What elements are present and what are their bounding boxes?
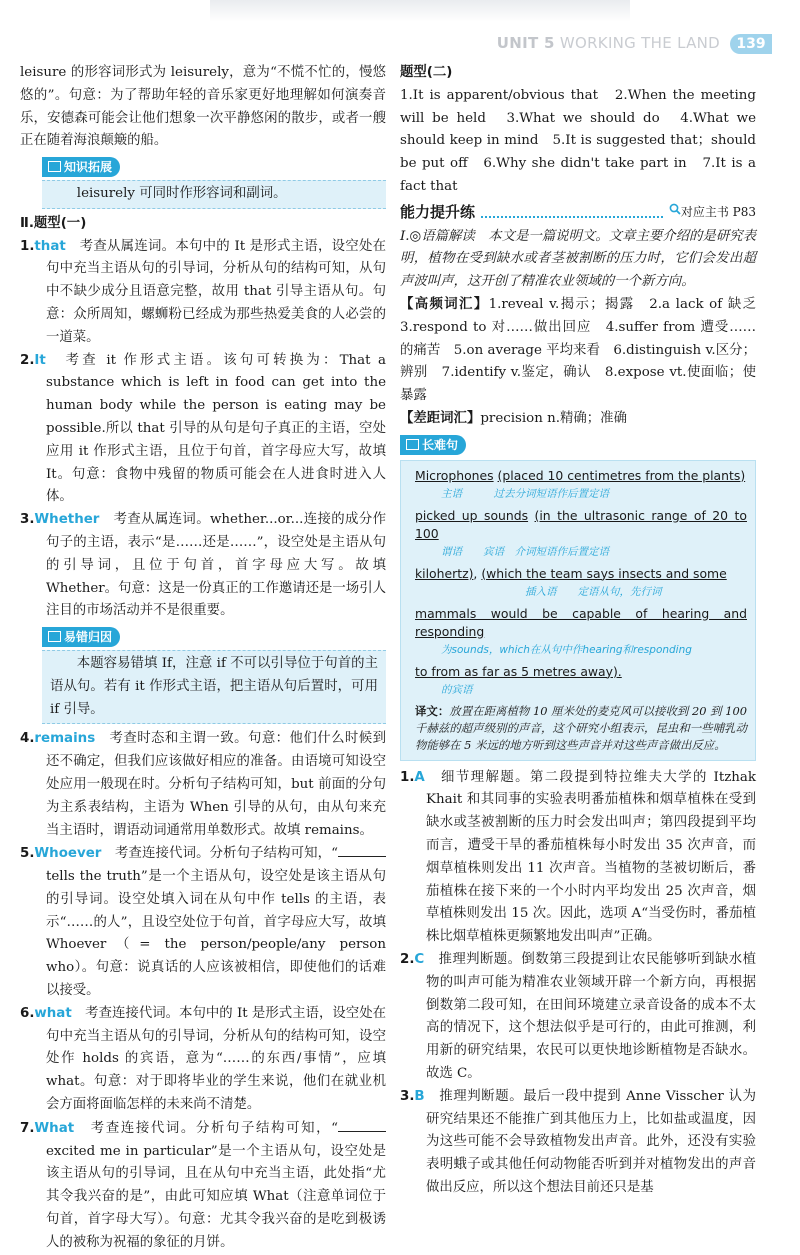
high-freq-vocab bbox=[400, 294, 770, 408]
sentence-part: Microphones bbox=[415, 467, 494, 483]
page-number: 139 bbox=[730, 34, 772, 54]
answer-item-4 bbox=[20, 728, 386, 842]
long-line-3: kilohertz), (which the team says insects and some bbox=[415, 565, 727, 581]
page-header bbox=[0, 0, 800, 62]
sentence-part: (placed 10 centimetres from the plants) bbox=[497, 467, 746, 483]
knowledge-tag-label: 知识拓展 bbox=[64, 160, 113, 175]
intro-paragraph: leisure 的形容词形式为 leisurely，意为“不慌不忙的，慢悠悠的”。句意：为了帮助年轻的音乐家更好地理解如何演奏音乐，安德森可能会让他们想象一次平静悠闲的散步，或者一艘正在随着海浪颠簸的船。 bbox=[20, 65, 386, 149]
book-icon bbox=[48, 631, 61, 642]
error-tag-label: 易错归因 bbox=[64, 630, 113, 645]
item-number: 6. bbox=[20, 1005, 35, 1021]
vocab-text: 1.reveal v.揭示；揭露 2.a lack of 缺乏 3.respond to 对……做出回应 4.suffer from 遭受……的痛苦 5.on average 平均来看 6.distinguish v.区分；辨别 7.identify v.鉴定，确认 8.expose vt.使面临；使暴露 bbox=[400, 296, 770, 404]
section2-answers: 1.It is apparent/obvious that 2.When the meeting will be held 3.What we should do 4.What we should keep in mind 5.It is suggested that；should be put off 6.Why she didn't take part in 7.It is a fact that bbox=[400, 87, 756, 194]
sentence-part: picked up sounds bbox=[415, 507, 529, 523]
grammar-note: 插入语 定语从句，先行词 bbox=[525, 585, 662, 598]
long-sentence-tag bbox=[400, 435, 466, 455]
item-number: 4. bbox=[20, 731, 35, 747]
power-title: 能力提升练 bbox=[400, 202, 476, 221]
long-sentence-box bbox=[400, 460, 756, 761]
translation-label: 译文： bbox=[415, 703, 450, 718]
error-box bbox=[42, 650, 386, 724]
item-number: 1. bbox=[20, 238, 35, 254]
item-explanation: 考查连接代词。分析句子结构可知，“ bbox=[101, 846, 338, 862]
item-answer: Whether bbox=[34, 512, 100, 528]
item-explanation: 推理判断题。最后一段中提到 Anne Visscher 认为研究结果还不能推广到其他压力上，比如盐或温度，因为这些可能不会导致植物发出声音。此外，还没有实验表明蛾子或其他任何动物能否听到并对植物发出的声音做出反应，所以这个想法目前还只是基 bbox=[424, 1088, 756, 1195]
answer-item-r2 bbox=[400, 949, 756, 1086]
search-icon bbox=[669, 201, 681, 224]
item-answer: What bbox=[34, 1120, 75, 1136]
answer-item-6 bbox=[20, 1003, 386, 1117]
long-sentence-tag-label: 长难句 bbox=[422, 437, 459, 452]
grammar-note: 为sounds，which在从句中作hearing和responding bbox=[441, 643, 692, 656]
knowledge-box-text: leisurely 可同时作形容词和副词。 bbox=[76, 185, 287, 201]
answer-item-2 bbox=[20, 350, 386, 510]
answer-item-1 bbox=[20, 236, 386, 350]
sentence-part: kilohertz) bbox=[415, 565, 474, 581]
item-explanation: 考查从属连词。本句中的 It 是形式主语，设空处在句中充当主语从句的引导词，分析从句的结构可知，从句中不缺少成分且语意完整，故用 that 引导主语从句。句意：众所周知，螺蛳粉已经成为那些热爱美食的人必尝的一道菜。 bbox=[46, 238, 386, 345]
long-line-1 bbox=[415, 467, 747, 485]
reading-intro: Ⅰ.◎语篇解读 本文是一篇说明文。文章主要介绍的是研究表明，植物在受到缺水或者茎被割断的压力时，它们会发出超声波叫声，这开创了精准农业领域的一个新方向。 bbox=[400, 228, 756, 290]
knowledge-tag bbox=[42, 157, 120, 177]
item-number: 2. bbox=[400, 951, 415, 967]
item-explanation-cont: excited me in particular”是一个主语从句，设空处是该主语从句的引导词，且在从句中充当主语，此处指“尤其令我兴奋的是”，由此可知应填 What（注意单词位于句首，首字母大写）。句意：尤其令我兴奋的是吃到极诱人的被称为祝福的象征的月饼。 bbox=[46, 1143, 386, 1250]
dotted-divider bbox=[481, 206, 663, 218]
answer-item-7 bbox=[20, 1117, 386, 1255]
long-line-4: mammals would be capable of hearing and responding bbox=[415, 605, 747, 639]
unit-title bbox=[497, 34, 720, 52]
unit-name: WORKING THE LAND bbox=[559, 34, 720, 52]
long-line-2 bbox=[415, 507, 747, 543]
error-box-text: 本题容易错填 If，注意 if 不可以引导位于句首的主语从句。若有 it 作形式主语，把主语从句后置时，可用 if 引导。 bbox=[50, 655, 378, 717]
gap-vocab bbox=[400, 408, 756, 431]
error-tag bbox=[42, 627, 120, 647]
note-text: 主语 bbox=[441, 487, 462, 500]
answer-item-5 bbox=[20, 842, 386, 1003]
item-answer: that bbox=[34, 238, 66, 254]
translation bbox=[415, 703, 747, 754]
vocab-text: precision n.精确；准确 bbox=[480, 410, 627, 426]
item-explanation: 考查连接代词。本句中的 It 是形式主语，设空处在句中充当主语从句的引导词，分析从句的结构可知，设空处作 holds 的宾语，意为“……的东西/事情”，应填 what。句意：对于即将毕业的学生来说，他们在就业机会方面将面临怎样的未来尚不清楚。 bbox=[46, 1005, 386, 1113]
long-line-5: to from as far as 5 metres away). bbox=[415, 663, 622, 679]
item-answer: Whoever bbox=[34, 846, 102, 862]
item-number: 1. bbox=[400, 769, 415, 785]
blank-line bbox=[338, 842, 386, 857]
power-section-bar bbox=[400, 201, 756, 224]
header-shadow bbox=[210, 0, 630, 22]
item-number: 5. bbox=[20, 846, 35, 862]
item-number: 3. bbox=[400, 1088, 415, 1104]
item-explanation: 考查从属连词。whether...or...连接的成分作句子的主语，表示“是……还是……”，设空处是主语从句的引导词，且位于句首，首字母应大写。故填 Whether。句意：这是一份真正的工作邀请还是一场引人注目的市场活动并不是很重要。 bbox=[46, 512, 386, 619]
item-explanation: 考查连接代词。分析句子结构可知，“ bbox=[74, 1120, 338, 1136]
sentence-part: (in the ultrasonic range of 20 to 100 bbox=[415, 507, 747, 541]
vocab-label: 【高频词汇】 bbox=[400, 296, 489, 312]
item-number: 3. bbox=[20, 512, 35, 528]
grammar-note: 的宾语 bbox=[441, 683, 473, 696]
item-number: 2. bbox=[20, 352, 35, 368]
answer-item-3 bbox=[20, 509, 386, 623]
section-heading: Ⅱ.题型(一) bbox=[20, 215, 87, 231]
item-explanation: 细节理解题。第二段提到特拉维夫大学的 Itzhak Khait 和其同事的实验表明番茄植株和烟草植株在受到缺水或茎被割断的压力时会发出叫声；第四段提到平均而言，遭受干旱的番茄植株每小时发出 35 次声音，而烟草植株则发出 11 次声音。当植物的茎被切断后，番茄植株在接下来的一个小时内平均发出 25 次声音，烟草植株则发出 15 次。因此，选项 A“当受伤时，番茄植株比烟草植株更频繁地发出叫声”正确。 bbox=[424, 769, 756, 945]
item-explanation: 考查时态和主谓一致。句意：他们什么时候到还不确定，但我们应该做好相应的准备。由语境可知设空处应用一般现在时。分析句子结构可知，but 前面的分句为主系表结构，主语为 When 引导的从句，由从句来充当主语时，谓语动词通常用单数形式。故填 remains。 bbox=[46, 731, 386, 838]
book-icon bbox=[406, 439, 419, 450]
answer-item-r1 bbox=[400, 767, 756, 949]
item-answer: A bbox=[414, 769, 425, 785]
item-answer: C bbox=[414, 951, 425, 967]
sentence-part: (which the team says insects and some bbox=[481, 565, 727, 581]
item-answer: It bbox=[34, 352, 46, 368]
item-explanation: 考查 it 作形式主语。该句可转换为：That a substance which is left in food can get into the human body while the person is eating may be possible.所以 that 引导的从句是句子真正的主语，空处应用 it 作形式主语，且位于句首，首字母应大写，故填 It。句意：食物中残留的物质可能会在人进食时进入人体。 bbox=[45, 352, 386, 505]
power-ref: 对应主书 P83 bbox=[680, 204, 756, 219]
note-text: 过去分词短语作后置定语 bbox=[493, 487, 609, 500]
left-column bbox=[20, 62, 386, 1255]
knowledge-box bbox=[42, 180, 386, 209]
right-column bbox=[400, 62, 770, 1200]
vocab-label: 【差距词汇】 bbox=[400, 410, 481, 426]
item-explanation-cont: tells the truth”是一个主语从句，设空处是该主语从句的引导词。设空处填入词在从句中作 tells 的主语，表示“……的人”，且设空处位于句首，首字母应大写，故填 Whoever（= the person/people/any person who）。句意：说真话的人应该被相信，即使他们的话难以接受。 bbox=[46, 869, 386, 999]
blank-line bbox=[338, 1117, 386, 1132]
item-answer: what bbox=[34, 1005, 72, 1021]
book-icon bbox=[48, 161, 61, 172]
translation-text: 放置在距离植物 10 厘米处的麦克风可以接收到 20 到 100 千赫兹的超声级别的声音，这个研究小组表示，昆虫和一些哺乳动物能够在 5 米远的地方听到这些声音并对这些声音做出反应。 bbox=[415, 703, 747, 752]
unit-number: UNIT 5 bbox=[496, 34, 555, 52]
grammar-note: 谓语 宾语 介词短语作后置定语 bbox=[441, 545, 609, 558]
item-explanation: 推理判断题。倒数第三段提到让农民能够听到缺水植物的叫声可能为精准农业领域开辟一个新方向，再根据倒数第二段可知，在田间环境建立录音设备的成本不太高的情况下，这个想法似乎是可行的，由此可推测，利用新的研究结果，农民可以更快地诊断植物是否缺水。故选 C。 bbox=[424, 951, 756, 1081]
section2-heading: 题型(二) bbox=[400, 65, 453, 80]
item-answer: B bbox=[414, 1088, 425, 1104]
item-number: 7. bbox=[20, 1120, 35, 1136]
grammar-note bbox=[415, 485, 747, 503]
item-answer: remains bbox=[34, 731, 96, 747]
answer-item-r3 bbox=[400, 1086, 756, 1200]
